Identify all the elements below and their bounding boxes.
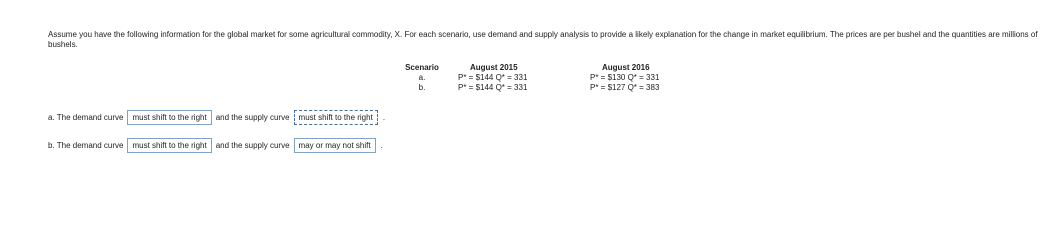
scenario-a-2016-value: P* = $130 Q* = 331	[590, 73, 660, 82]
aug-2016-column	[590, 63, 700, 93]
question-b-supply-answer[interactable]: may or may not shift	[294, 138, 376, 153]
scenario-b-2015-value: P* = $144 Q* = 331	[458, 83, 528, 92]
intro-text: Assume you have the following information for the global market for some agricultural commodity, X. For each scenario, use demand and supply analysis to provide a likely explanation for the change in market equilibrium. The prices are per bushel and the quantities are millions of bushels.	[48, 30, 1038, 49]
question-b-prefix: b. The demand curve	[48, 140, 124, 150]
aug-2015-header: August 2015	[470, 63, 518, 72]
scenario-b-2016-value: P* = $127 Q* = 383	[590, 83, 660, 92]
aug-2015-column	[458, 63, 568, 93]
scenario-column	[392, 63, 452, 93]
scenario-a-2015-value: P* = $144 Q* = 331	[458, 73, 528, 82]
question-a	[48, 110, 385, 125]
scenario-header: Scenario	[405, 63, 439, 72]
question-a-demand-answer[interactable]: must shift to the right	[127, 110, 211, 125]
question-a-prefix: a. The demand curve	[48, 112, 124, 122]
question-a-supply-answer[interactable]: must shift to the right	[294, 110, 378, 125]
question-b-suffix: .	[380, 140, 383, 150]
question-b-middle: and the supply curve	[215, 140, 290, 150]
aug-2016-header: August 2016	[602, 63, 650, 72]
question-b-demand-answer[interactable]: must shift to the right	[127, 138, 211, 153]
question-a-middle: and the supply curve	[215, 112, 290, 122]
question-a-suffix: .	[382, 112, 386, 122]
question-b	[48, 138, 383, 153]
scenario-a-label: a.	[418, 73, 426, 82]
scenario-b-label: b.	[418, 83, 426, 92]
